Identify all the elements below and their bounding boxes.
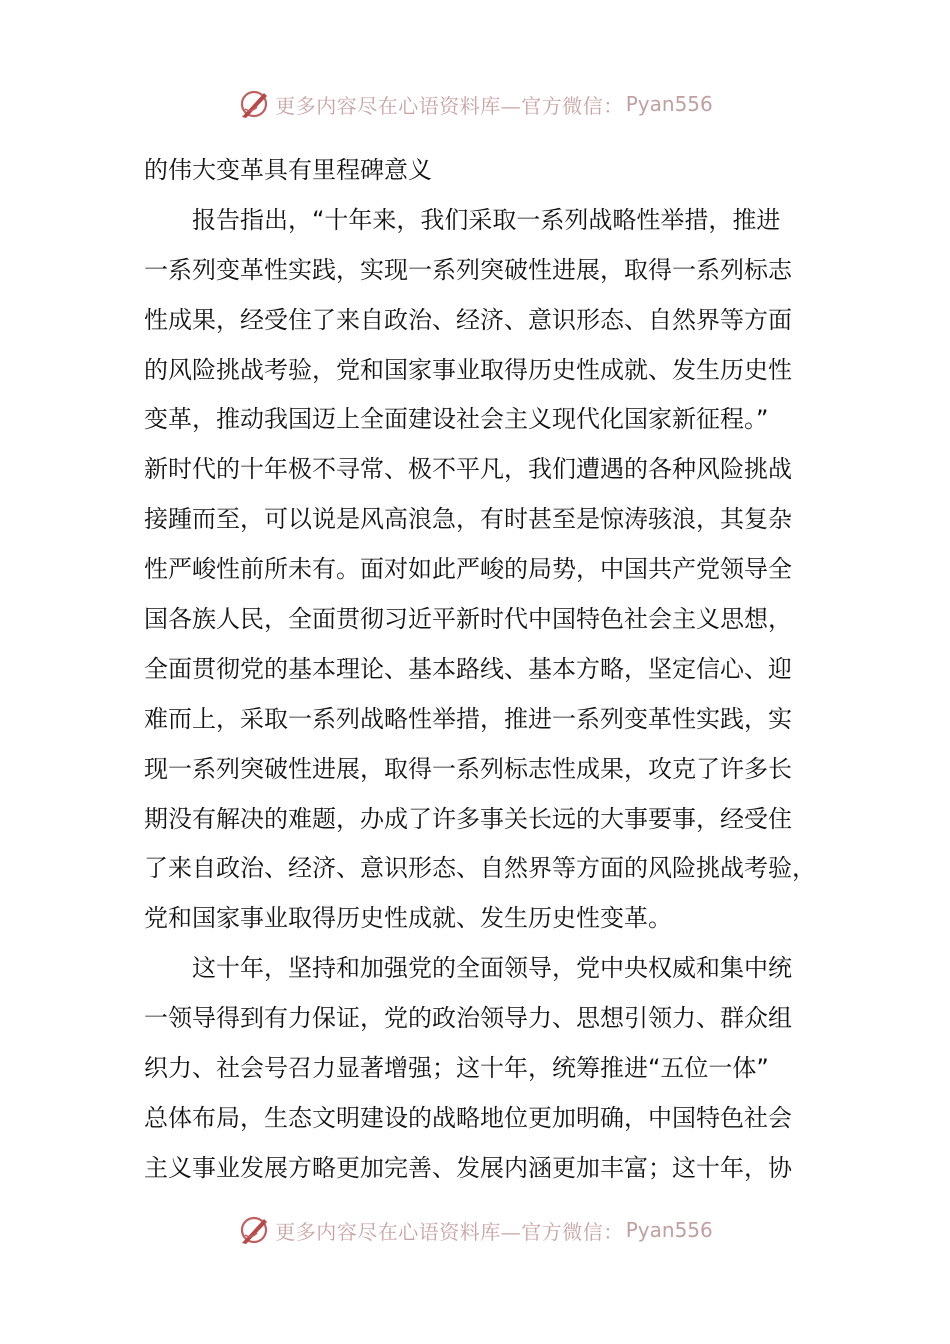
text-line: 主义事业发展方略更加完善、发展内涵更加丰富；这十年，协 xyxy=(144,1153,792,1182)
header-watermark xyxy=(0,84,950,124)
text-line: 性成果，经受住了来自政治、经济、意识形态、自然界等方面 xyxy=(144,305,792,334)
text-line: 全面贯彻党的基本理论、基本路线、基本方略，坚定信心、迎 xyxy=(144,654,792,683)
text-line: 接踵而至，可以说是风高浪急，有时甚至是惊涛骇浪，其复杂 xyxy=(144,505,792,534)
text-line: 难而上，采取一系列战略性举措，推进一系列变革性实践，实 xyxy=(144,704,792,733)
text-line: 党和国家事业取得历史性成就、发生历史性变革。 xyxy=(144,904,672,933)
watermark-wechat-id: Pyan556 xyxy=(625,92,713,116)
text-line: 变革，推动我国迈上全面建设社会主义现代化国家新征程。” xyxy=(144,405,769,434)
text-line: 了来自政治、经济、意识形态、自然界等方面的风险挑战考验， xyxy=(144,854,816,883)
text-line: 的伟大变革具有里程碑意义 xyxy=(144,156,432,184)
text-line: 新时代的十年极不寻常、极不平凡，我们遭遇的各种风险挑战 xyxy=(144,455,792,484)
watermark-text: 更多内容尽在心语资料库—官方微信： xyxy=(275,1219,624,1244)
text-line: 织力、社会号召力显著增强；这十年，统筹推进“五位一体” xyxy=(144,1054,769,1083)
text-line: 国各族人民，全面贯彻习近平新时代中国特色社会主义思想， xyxy=(144,605,792,634)
document-body xyxy=(144,146,820,1194)
watermark-wechat-id: Pyan556 xyxy=(625,1218,713,1242)
text-line: 一系列变革性实践，实现一系列突破性进展，取得一系列标志 xyxy=(144,255,792,284)
text-line: 现一系列突破性进展，取得一系列标志性成果，攻克了许多长 xyxy=(144,754,792,783)
text-line: 性严峻性前所未有。面对如此严峻的局势，中国共产党领导全 xyxy=(144,555,792,584)
footer-watermark xyxy=(0,1210,950,1250)
text-line: 的风险挑战考验，党和国家事业取得历史性成就、发生历史性 xyxy=(144,355,792,384)
text-line: 报告指出，“十年来，我们采取一系列战略性举措，推进 xyxy=(192,205,781,234)
pen-logo-icon xyxy=(237,1213,271,1247)
text-line: 期没有解决的难题，办成了许多事关长远的大事要事，经受住 xyxy=(144,804,792,833)
text-line: 这十年，坚持和加强党的全面领导，党中央权威和集中统 xyxy=(192,954,792,983)
text-line: 总体布局，生态文明建设的战略地位更加明确，中国特色社会 xyxy=(144,1103,792,1132)
text-line: 一领导得到有力保证，党的政治领导力、思想引领力、群众组 xyxy=(144,1004,792,1033)
pen-logo-icon xyxy=(237,87,271,121)
watermark-text: 更多内容尽在心语资料库—官方微信： xyxy=(275,93,624,118)
